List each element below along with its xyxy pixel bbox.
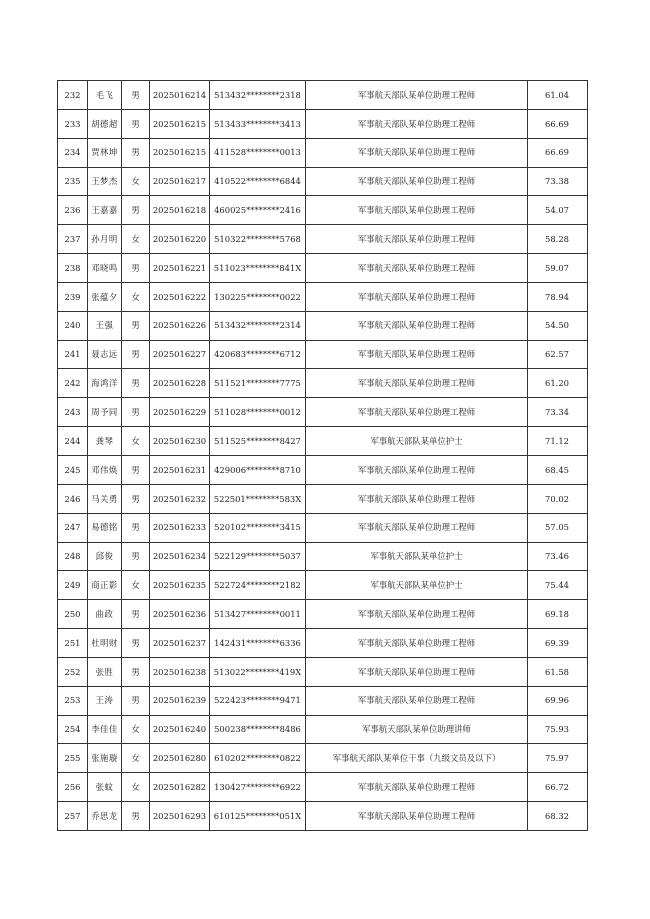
cell-gender: 女 <box>122 427 150 456</box>
cell-score: 58.28 <box>528 225 588 254</box>
cell-name: 王强 <box>88 311 122 340</box>
cell-id-no: 522501********583X <box>210 484 306 513</box>
table-row <box>58 484 588 513</box>
cell-seq: 247 <box>58 513 88 542</box>
table-row <box>58 311 588 340</box>
cell-seq: 232 <box>58 81 88 110</box>
cell-exam-no: 2025016215 <box>150 138 210 167</box>
cell-id-no: 513427********0011 <box>210 600 306 629</box>
cell-id-no: 420683********6712 <box>210 340 306 369</box>
table-row <box>58 513 588 542</box>
cell-name: 贾林坤 <box>88 138 122 167</box>
table-row <box>58 81 588 110</box>
cell-id-no: 522423********9471 <box>210 686 306 715</box>
cell-name: 张蚊 <box>88 773 122 802</box>
cell-score: 78.94 <box>528 282 588 311</box>
cell-score: 66.69 <box>528 109 588 138</box>
cell-position: 军事航天部队某单位助理工程师 <box>306 600 528 629</box>
cell-gender: 男 <box>122 369 150 398</box>
table-row <box>58 773 588 802</box>
cell-score: 68.45 <box>528 455 588 484</box>
cell-exam-no: 2025016232 <box>150 484 210 513</box>
cell-id-no: 142431********6336 <box>210 629 306 658</box>
cell-exam-no: 2025016214 <box>150 81 210 110</box>
cell-seq: 237 <box>58 225 88 254</box>
cell-seq: 239 <box>58 282 88 311</box>
cell-exam-no: 2025016217 <box>150 167 210 196</box>
cell-gender: 男 <box>122 138 150 167</box>
cell-name: 乔思龙 <box>88 802 122 831</box>
cell-score: 69.39 <box>528 629 588 658</box>
table-row <box>58 109 588 138</box>
cell-name: 聂志远 <box>88 340 122 369</box>
cell-position: 军事航天部队某单位助理讲师 <box>306 715 528 744</box>
cell-position: 军事航天部队某单位助理工程师 <box>306 513 528 542</box>
cell-position: 军事航天部队某单位助理工程师 <box>306 686 528 715</box>
cell-position: 军事航天部队某单位助理工程师 <box>306 109 528 138</box>
cell-exam-no: 2025016226 <box>150 311 210 340</box>
cell-name: 商正影 <box>88 571 122 600</box>
cell-id-no: 130427********6922 <box>210 773 306 802</box>
table-row <box>58 744 588 773</box>
cell-seq: 253 <box>58 686 88 715</box>
cell-name: 王嘉嘉 <box>88 196 122 225</box>
cell-seq: 241 <box>58 340 88 369</box>
cell-name: 邓伟焕 <box>88 455 122 484</box>
table-row <box>58 254 588 283</box>
cell-exam-no: 2025016235 <box>150 571 210 600</box>
cell-score: 54.07 <box>528 196 588 225</box>
cell-score: 68.32 <box>528 802 588 831</box>
cell-gender: 女 <box>122 715 150 744</box>
cell-position: 军事航天部队某单位助理工程师 <box>306 340 528 369</box>
cell-score: 75.44 <box>528 571 588 600</box>
cell-name: 孙月明 <box>88 225 122 254</box>
cell-id-no: 130225********0022 <box>210 282 306 311</box>
cell-id-no: 511028********0012 <box>210 398 306 427</box>
cell-position: 军事航天部队某单位助理工程师 <box>306 369 528 398</box>
cell-gender: 男 <box>122 311 150 340</box>
cell-id-no: 522724********2182 <box>210 571 306 600</box>
table-row <box>58 571 588 600</box>
cell-gender: 男 <box>122 109 150 138</box>
cell-name: 周予同 <box>88 398 122 427</box>
cell-score: 61.04 <box>528 81 588 110</box>
cell-name: 王梦杰 <box>88 167 122 196</box>
table-row <box>58 369 588 398</box>
cell-exam-no: 2025016222 <box>150 282 210 311</box>
table-row <box>58 657 588 686</box>
table-row <box>58 167 588 196</box>
cell-gender: 男 <box>122 196 150 225</box>
table-row <box>58 398 588 427</box>
cell-score: 66.72 <box>528 773 588 802</box>
cell-gender: 女 <box>122 773 150 802</box>
cell-exam-no: 2025016229 <box>150 398 210 427</box>
cell-exam-no: 2025016237 <box>150 629 210 658</box>
cell-gender: 男 <box>122 81 150 110</box>
cell-position: 军事航天部队某单位助理工程师 <box>306 773 528 802</box>
cell-score: 66.69 <box>528 138 588 167</box>
cell-position: 军事航天部队某单位助理工程师 <box>306 138 528 167</box>
cell-name: 马关勇 <box>88 484 122 513</box>
cell-seq: 255 <box>58 744 88 773</box>
cell-score: 73.38 <box>528 167 588 196</box>
cell-name: 龚琴 <box>88 427 122 456</box>
cell-position: 军事航天部队某单位助理工程师 <box>306 282 528 311</box>
cell-name: 邱俊 <box>88 542 122 571</box>
cell-name: 张施璇 <box>88 744 122 773</box>
cell-gender: 男 <box>122 686 150 715</box>
table-row <box>58 686 588 715</box>
cell-name: 李佳佳 <box>88 715 122 744</box>
cell-exam-no: 2025016238 <box>150 657 210 686</box>
cell-seq: 246 <box>58 484 88 513</box>
cell-score: 69.96 <box>528 686 588 715</box>
cell-gender: 男 <box>122 484 150 513</box>
cell-exam-no: 2025016240 <box>150 715 210 744</box>
cell-position: 军事航天部队某单位护士 <box>306 542 528 571</box>
cell-name: 曲政 <box>88 600 122 629</box>
table-row <box>58 542 588 571</box>
cell-id-no: 511023********841X <box>210 254 306 283</box>
cell-position: 军事航天部队某单位助理工程师 <box>306 225 528 254</box>
cell-score: 71.12 <box>528 427 588 456</box>
cell-id-no: 411528********0013 <box>210 138 306 167</box>
cell-id-no: 460025********2416 <box>210 196 306 225</box>
cell-seq: 233 <box>58 109 88 138</box>
cell-score: 70.02 <box>528 484 588 513</box>
cell-seq: 252 <box>58 657 88 686</box>
table-row <box>58 196 588 225</box>
cell-seq: 245 <box>58 455 88 484</box>
cell-id-no: 522129********5037 <box>210 542 306 571</box>
cell-id-no: 410522********6844 <box>210 167 306 196</box>
cell-seq: 248 <box>58 542 88 571</box>
cell-seq: 250 <box>58 600 88 629</box>
table-row <box>58 802 588 831</box>
cell-seq: 243 <box>58 398 88 427</box>
cell-exam-no: 2025016282 <box>150 773 210 802</box>
cell-score: 73.46 <box>528 542 588 571</box>
cell-gender: 男 <box>122 600 150 629</box>
cell-seq: 235 <box>58 167 88 196</box>
cell-position: 军事航天部队某单位助理工程师 <box>306 196 528 225</box>
table-row <box>58 427 588 456</box>
cell-seq: 244 <box>58 427 88 456</box>
cell-name: 张蕴夕 <box>88 282 122 311</box>
cell-id-no: 511521********7775 <box>210 369 306 398</box>
cell-name: 易德铭 <box>88 513 122 542</box>
cell-id-no: 610202********0822 <box>210 744 306 773</box>
table-row <box>58 340 588 369</box>
cell-exam-no: 2025016293 <box>150 802 210 831</box>
cell-score: 54.50 <box>528 311 588 340</box>
cell-gender: 男 <box>122 398 150 427</box>
cell-gender: 男 <box>122 254 150 283</box>
cell-id-no: 513022********419X <box>210 657 306 686</box>
cell-exam-no: 2025016227 <box>150 340 210 369</box>
cell-name: 杜明财 <box>88 629 122 658</box>
table-row <box>58 715 588 744</box>
table-row <box>58 600 588 629</box>
cell-id-no: 513433********3413 <box>210 109 306 138</box>
cell-score: 75.97 <box>528 744 588 773</box>
cell-position: 军事航天部队某单位助理工程师 <box>306 81 528 110</box>
cell-exam-no: 2025016215 <box>150 109 210 138</box>
cell-gender: 男 <box>122 629 150 658</box>
cell-position: 军事航天部队某单位助理工程师 <box>306 657 528 686</box>
cell-exam-no: 2025016233 <box>150 513 210 542</box>
cell-position: 军事航天部队某单位助理工程师 <box>306 167 528 196</box>
cell-position: 军事航天部队某单位护士 <box>306 427 528 456</box>
table-row <box>58 225 588 254</box>
cell-exam-no: 2025016218 <box>150 196 210 225</box>
cell-gender: 女 <box>122 225 150 254</box>
cell-name: 王涛 <box>88 686 122 715</box>
results-table <box>57 80 588 831</box>
cell-score: 59.07 <box>528 254 588 283</box>
cell-exam-no: 2025016239 <box>150 686 210 715</box>
cell-gender: 男 <box>122 542 150 571</box>
cell-position: 军事航天部队某单位助理工程师 <box>306 629 528 658</box>
cell-seq: 249 <box>58 571 88 600</box>
cell-score: 61.58 <box>528 657 588 686</box>
cell-gender: 男 <box>122 340 150 369</box>
cell-name: 邓晓鸣 <box>88 254 122 283</box>
cell-id-no: 513432********2318 <box>210 81 306 110</box>
cell-position: 军事航天部队某单位助理工程师 <box>306 398 528 427</box>
cell-exam-no: 2025016220 <box>150 225 210 254</box>
cell-position: 军事航天部队某单位助理工程师 <box>306 455 528 484</box>
cell-seq: 254 <box>58 715 88 744</box>
cell-name: 毛飞 <box>88 81 122 110</box>
cell-seq: 256 <box>58 773 88 802</box>
cell-position: 军事航天部队某单位助理工程师 <box>306 802 528 831</box>
cell-position: 军事航天部队某单位助理工程师 <box>306 254 528 283</box>
cell-score: 69.18 <box>528 600 588 629</box>
cell-name: 张胜 <box>88 657 122 686</box>
cell-seq: 240 <box>58 311 88 340</box>
cell-gender: 女 <box>122 744 150 773</box>
cell-seq: 236 <box>58 196 88 225</box>
cell-score: 57.05 <box>528 513 588 542</box>
cell-score: 75.93 <box>528 715 588 744</box>
cell-seq: 242 <box>58 369 88 398</box>
table-row <box>58 455 588 484</box>
table-row <box>58 629 588 658</box>
cell-exam-no: 2025016221 <box>150 254 210 283</box>
cell-position: 军事航天部队某单位干事（九级文员及以下） <box>306 744 528 773</box>
cell-gender: 女 <box>122 167 150 196</box>
cell-position: 军事航天部队某单位助理工程师 <box>306 311 528 340</box>
cell-position: 军事航天部队某单位助理工程师 <box>306 484 528 513</box>
cell-exam-no: 2025016234 <box>150 542 210 571</box>
cell-gender: 女 <box>122 282 150 311</box>
cell-score: 73.34 <box>528 398 588 427</box>
cell-score: 61.20 <box>528 369 588 398</box>
table-row <box>58 282 588 311</box>
table-body <box>58 81 588 831</box>
cell-id-no: 513432********2314 <box>210 311 306 340</box>
cell-id-no: 520102********3415 <box>210 513 306 542</box>
cell-name: 海鸿洋 <box>88 369 122 398</box>
cell-exam-no: 2025016228 <box>150 369 210 398</box>
cell-gender: 女 <box>122 571 150 600</box>
cell-id-no: 500238********8486 <box>210 715 306 744</box>
cell-id-no: 511525********8427 <box>210 427 306 456</box>
cell-position: 军事航天部队某单位护士 <box>306 571 528 600</box>
cell-name: 胡德超 <box>88 109 122 138</box>
cell-exam-no: 2025016280 <box>150 744 210 773</box>
cell-id-no: 510322********5768 <box>210 225 306 254</box>
cell-seq: 257 <box>58 802 88 831</box>
cell-gender: 男 <box>122 455 150 484</box>
cell-id-no: 610125********051X <box>210 802 306 831</box>
cell-score: 62.57 <box>528 340 588 369</box>
cell-gender: 男 <box>122 802 150 831</box>
cell-exam-no: 2025016236 <box>150 600 210 629</box>
cell-seq: 238 <box>58 254 88 283</box>
table-row <box>58 138 588 167</box>
cell-exam-no: 2025016230 <box>150 427 210 456</box>
cell-id-no: 429006********8710 <box>210 455 306 484</box>
cell-seq: 234 <box>58 138 88 167</box>
cell-gender: 男 <box>122 657 150 686</box>
cell-exam-no: 2025016231 <box>150 455 210 484</box>
cell-seq: 251 <box>58 629 88 658</box>
cell-gender: 男 <box>122 513 150 542</box>
